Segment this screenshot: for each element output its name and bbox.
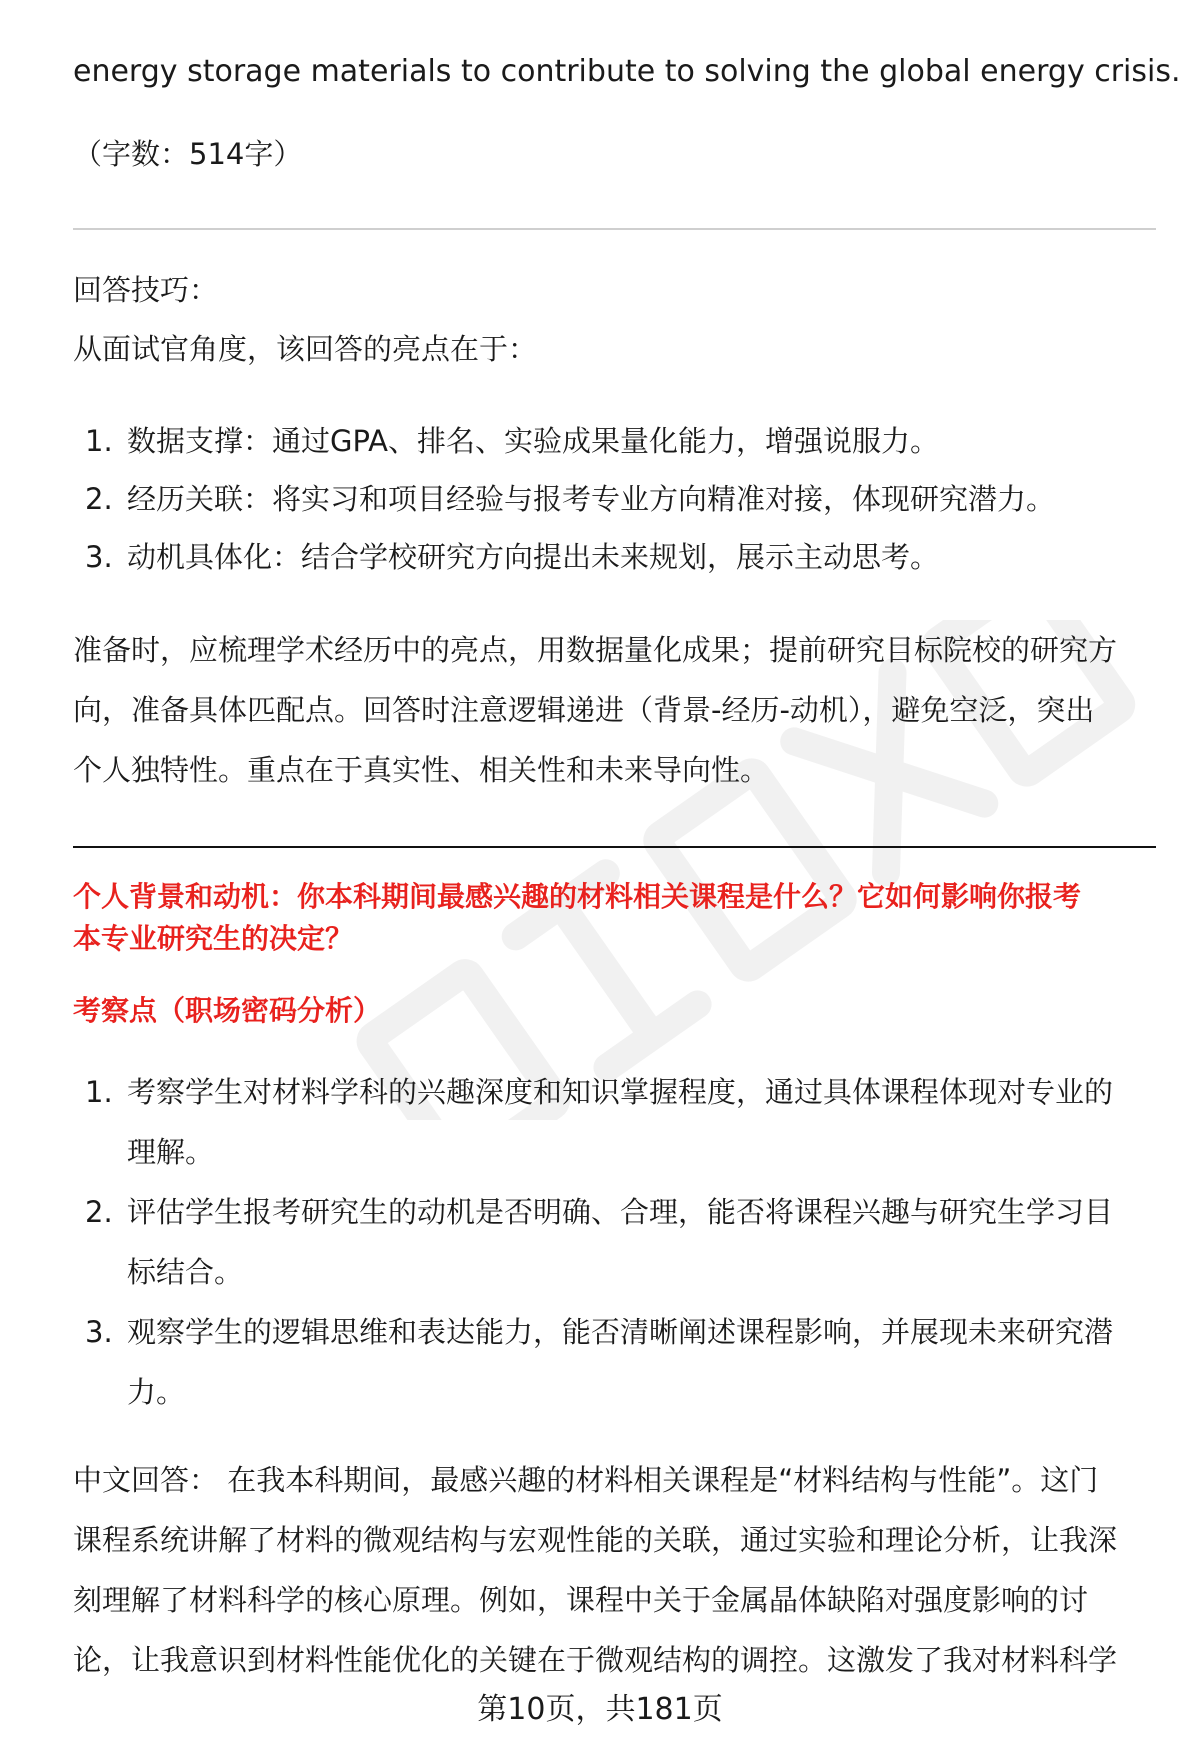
list-item bbox=[73, 1062, 1156, 1182]
tips-subheading bbox=[73, 324, 537, 374]
question-title-line: 本专业研究生的决定？ bbox=[73, 922, 354, 955]
list-number: 3. bbox=[85, 1315, 113, 1349]
list-number: 1. bbox=[85, 424, 113, 458]
focus-heading-text: 考察点（职场密码分析） bbox=[73, 994, 382, 1027]
prep-line: 向，准备具体匹配点。回答时注意逻辑递进（背景-经历-动机），避免空泛，突出 bbox=[73, 693, 1095, 727]
answer-line: 刻理解了材料科学的核心原理。例如，课程中关于金属晶体缺陷对强度影响的讨 bbox=[73, 1583, 1089, 1617]
list-number: 2. bbox=[85, 482, 113, 516]
question-title bbox=[73, 876, 1156, 960]
list-text: 动机具体化：结合学校研究方向提出未来规划，展示主动思考。 bbox=[127, 540, 940, 574]
section-divider bbox=[73, 846, 1156, 848]
answer-line: 中文回答： 在我本科期间，最感兴趣的材料相关课程是“材料结构与性能”。这门 bbox=[73, 1463, 1099, 1497]
list-text: 理解。 bbox=[127, 1135, 215, 1169]
list-text: 标结合。 bbox=[127, 1255, 244, 1289]
tips-heading bbox=[73, 265, 218, 315]
focus-list bbox=[73, 1062, 1156, 1422]
tips-heading-text: 回答技巧： bbox=[73, 273, 219, 307]
list-item bbox=[73, 1302, 1156, 1422]
answer-line: 课程系统讲解了材料的微观结构与宏观性能的关联，通过实验和理论分析，让我深 bbox=[73, 1523, 1118, 1557]
question-title-line: 个人背景和动机：你本科期间最感兴趣的材料相关课程是什么？它如何影响你报考 bbox=[73, 880, 1082, 913]
list-text: 评估学生报考研究生的动机是否明确、合理，能否将课程兴趣与研究生学习目 bbox=[127, 1195, 1114, 1229]
list-text: 考察学生对材料学科的兴趣深度和知识掌握程度，通过具体课程体现对专业的 bbox=[127, 1075, 1114, 1109]
divider bbox=[73, 228, 1156, 230]
english-text bbox=[73, 52, 1181, 92]
tips-subheading-text: 从面试官角度，该回答的亮点在于： bbox=[73, 332, 538, 366]
answer-paragraph bbox=[73, 1450, 1156, 1690]
tips-list bbox=[73, 412, 1156, 586]
list-item bbox=[73, 528, 1156, 586]
prep-paragraph bbox=[73, 620, 1156, 800]
list-text: 经历关联：将实习和项目经验与报考专业方向精准对接，体现研究潜力。 bbox=[127, 482, 1056, 516]
list-item bbox=[73, 470, 1156, 528]
list-number: 2. bbox=[85, 1195, 113, 1229]
list-number: 1. bbox=[85, 1075, 113, 1109]
focus-heading bbox=[73, 990, 381, 1032]
list-number: 3. bbox=[85, 540, 113, 574]
list-item bbox=[73, 1182, 1156, 1302]
word-count-text: （字数：514字） bbox=[73, 137, 303, 171]
list-item bbox=[73, 412, 1156, 470]
prep-line: 个人独特性。重点在于真实性、相关性和未来导向性。 bbox=[73, 753, 770, 787]
list-text: 观察学生的逻辑思维和表达能力，能否清晰阐述课程影响，并展现未来研究潜 bbox=[127, 1315, 1114, 1349]
word-count bbox=[73, 134, 302, 174]
page-number: 第10页，共181页 bbox=[477, 1692, 723, 1727]
list-text: 力。 bbox=[127, 1375, 186, 1409]
prep-line: 准备时，应梳理学术经历中的亮点，用数据量化成果；提前研究目标院校的研究方 bbox=[73, 633, 1118, 667]
english-line: energy storage materials to contribute to solving the global energy crisis. bbox=[73, 54, 1181, 89]
list-text: 数据支撑：通过GPA、排名、实验成果量化能力，增强说服力。 bbox=[127, 424, 939, 458]
answer-line: 论，让我意识到材料性能优化的关键在于微观结构的调控。这激发了我对材料科学 bbox=[73, 1643, 1118, 1677]
